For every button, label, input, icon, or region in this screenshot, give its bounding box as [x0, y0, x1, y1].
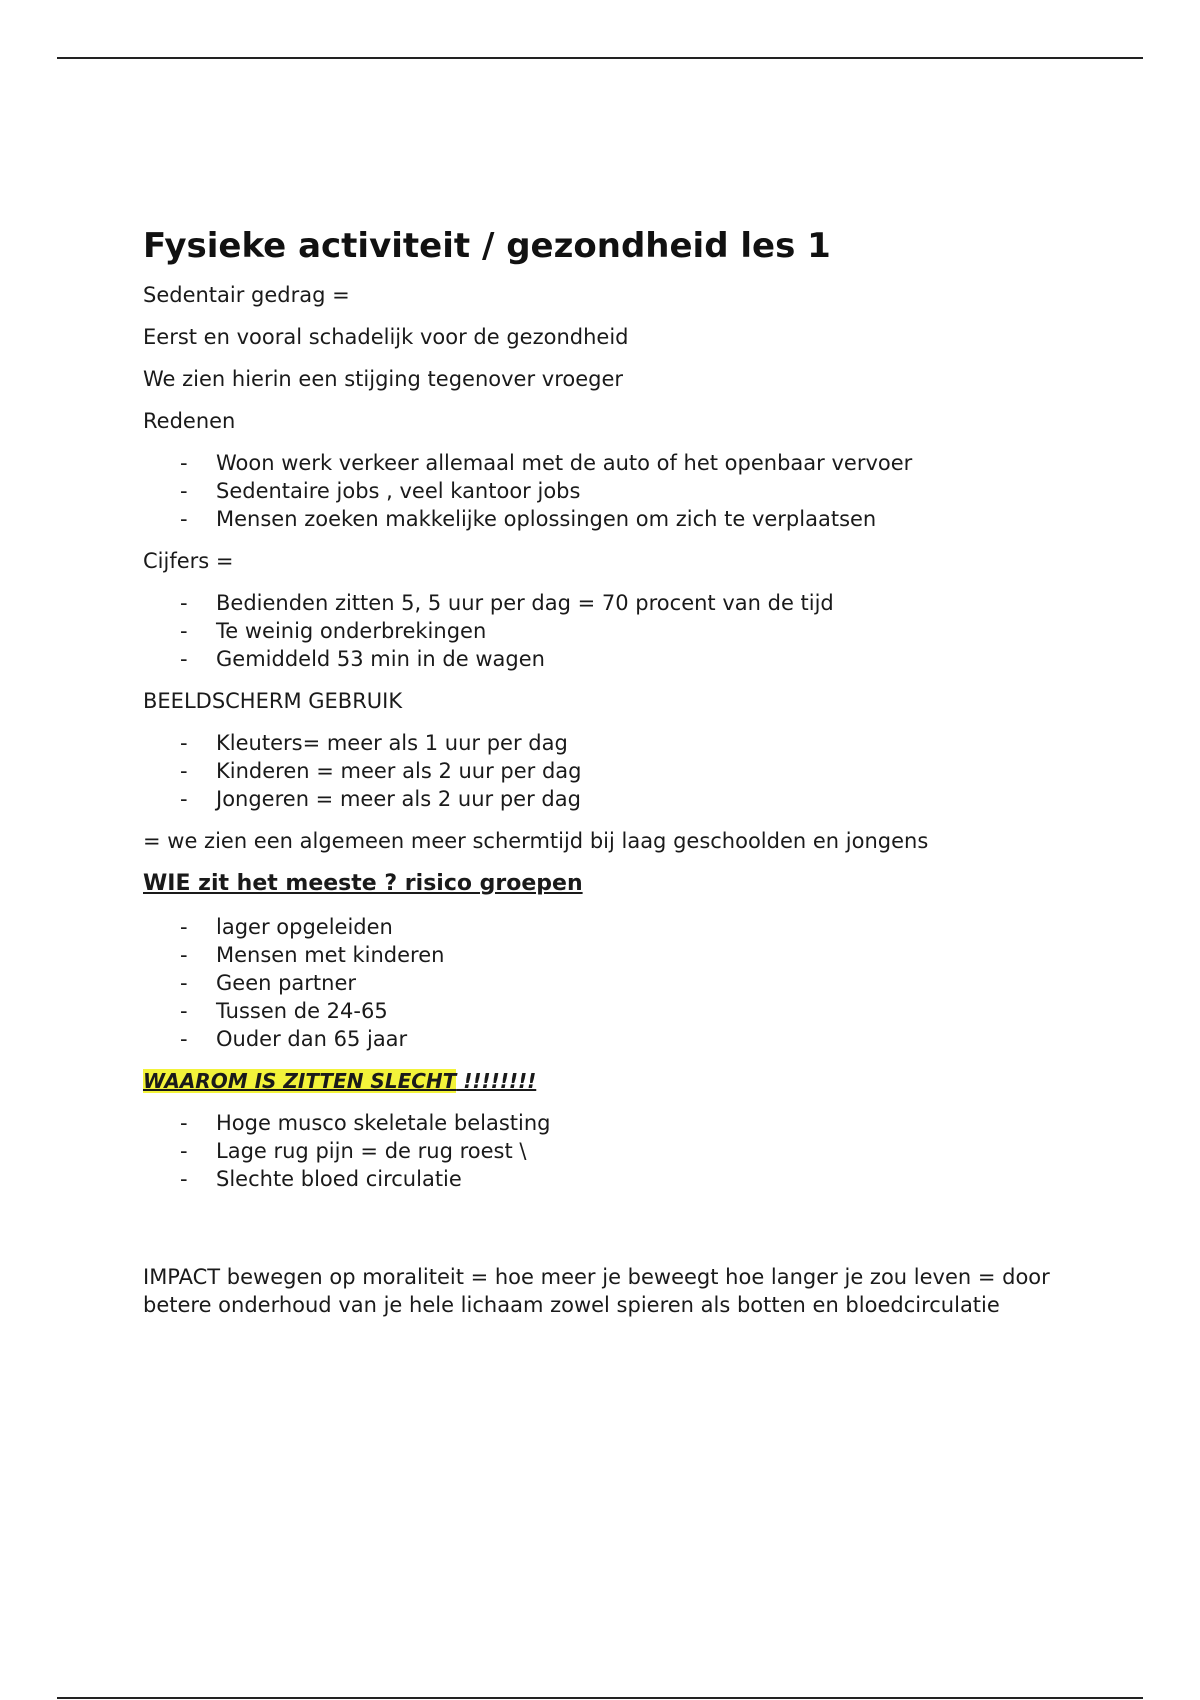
- footer-rule: [57, 1697, 1143, 1699]
- document-body: [143, 226, 1063, 1319]
- header-rule: [57, 57, 1143, 59]
- list-item: - Bedienden zitten 5, 5 uur per dag = 70 procent van de tijd: [143, 589, 1063, 617]
- list-item: - Lage rug pijn = de rug roest \: [143, 1137, 1063, 1165]
- list-item: - Mensen zoeken makkelijke oplossingen om zich te verplaatsen: [143, 505, 1063, 533]
- impact-paragraph: IMPACT bewegen op moraliteit = hoe meer je beweegt hoe langer je zou leven = door betere onderhoud van je hele lichaam zowel spieren als botten en bloedcirculatie: [143, 1264, 1050, 1317]
- waarom-list: [143, 1109, 1063, 1193]
- redenen-label: Redenen: [143, 408, 236, 433]
- cijfers-label: Cijfers =: [143, 548, 234, 573]
- list-item: - Kinderen = meer als 2 uur per dag: [143, 757, 1063, 785]
- list-item: - Kleuters= meer als 1 uur per dag: [143, 729, 1063, 757]
- list-item: - Hoge musco skeletale belasting: [143, 1109, 1063, 1137]
- list-item: - Ouder dan 65 jaar: [143, 1025, 1063, 1053]
- list-item: - Mensen met kinderen: [143, 941, 1063, 969]
- beeldscherm-label: BEELDSCHERM GEBRUIK: [143, 688, 403, 713]
- waarom-heading: [143, 1067, 1063, 1095]
- list-item: - Slechte bloed circulatie: [143, 1165, 1063, 1193]
- list-item: - Te weinig onderbrekingen: [143, 617, 1063, 645]
- waarom-heading-suffix: !!!!!!!!: [456, 1068, 537, 1093]
- list-item: - Woon werk verkeer allemaal met de auto of het openbaar vervoer: [143, 449, 1063, 477]
- list-item: - Tussen de 24-65: [143, 997, 1063, 1025]
- cijfers-list: [143, 589, 1063, 673]
- risico-groepen-heading: WIE zit het meeste ? risico groepen: [143, 870, 583, 896]
- beeldscherm-list: [143, 729, 1063, 813]
- intro-line-stijging: We zien hierin een stijging tegenover vroeger: [143, 366, 624, 391]
- page-title: Fysieke activiteit / gezondheid les 1: [143, 226, 831, 266]
- beeldscherm-conclusion: = we zien een algemeen meer schermtijd bij laag geschoolden en jongens: [143, 828, 929, 853]
- list-item: - lager opgeleiden: [143, 913, 1063, 941]
- spacer: [143, 1207, 1063, 1263]
- list-item: - Sedentaire jobs , veel kantoor jobs: [143, 477, 1063, 505]
- risico-list: [143, 913, 1063, 1053]
- waarom-heading-highlighted: WAAROM IS ZITTEN SLECHT: [143, 1068, 457, 1093]
- intro-line-sedentair: Sedentair gedrag =: [143, 282, 350, 307]
- intro-line-schadelijk: Eerst en vooral schadelijk voor de gezondheid: [143, 324, 629, 349]
- list-item: - Gemiddeld 53 min in de wagen: [143, 645, 1063, 673]
- list-item: - Geen partner: [143, 969, 1063, 997]
- list-item: - Jongeren = meer als 2 uur per dag: [143, 785, 1063, 813]
- redenen-list: [143, 449, 1063, 533]
